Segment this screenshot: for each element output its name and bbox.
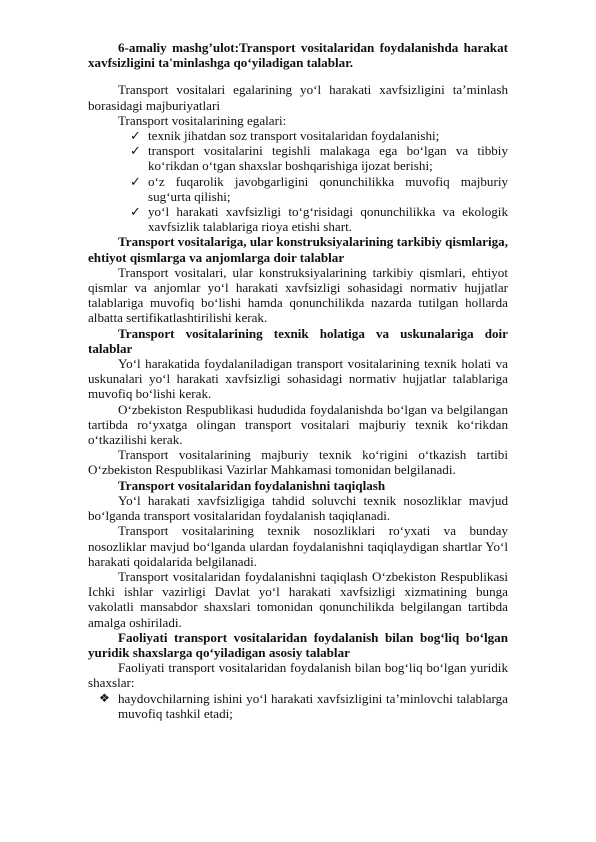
section-heading: Transport vositalariga, ular konstruksiyalarining tarkibiy qismlariga, ehtiyot qismlarga va anjomlarga doir talablar <box>88 234 508 265</box>
checklist-item-text: transport vositalarini tegishli malakaga ega bo‘lgan va tibbiy ko‘rikdan o‘tgan shaxslar boshqarishiga ijozat berishi; <box>148 143 508 174</box>
section-heading: Transport vositalarining texnik holatiga va uskunalariga doir talablar <box>88 325 508 356</box>
document-title: 6-amaliy mashg’ulot:Transport vositalaridan foydalanishda harakat xavfsizligini ta'minlashga qo‘yiladigan talablar. <box>88 40 508 71</box>
paragraph: Transport vositalarining majburiy texnik ko‘rigini o‘tkazish tartibi O‘zbekiston Respublikasi Vazirlar Mahkamasi tomonidan belgilanadi. <box>88 447 508 478</box>
paragraph: Transport vositalari, ular konstruksiyalarining tarkibiy qismlari, ehtiyot qismlar va anjomlar yo‘l harakati xavfsizligi sohasidagi normativ hujjatlar talablariga muvofiq bo‘lishi hamda qonunchilikda nazarda tutilgan hollarda albatta sertifikatlashtirilishi kerak. <box>88 264 508 326</box>
checklist <box>88 128 508 234</box>
paragraph: Transport vositalaridan foydalanishni taqiqlash O‘zbekiston Respublikasi Ichki ishlar vazirligi Davlat yo‘l harakati xavfsizligi xizmatining bunga vakolatli mansabdor shaxslari tomonidan qonunchilikda belgilangan tartibda amalga oshiriladi. <box>88 568 508 630</box>
paragraph: O‘zbekiston Respublikasi hududida foydalanishda bo‘lgan va belgilangan tartibda ro‘yxatga olingan transport vositalari majburiy texnik ko‘rikdan o‘tkazilishi kerak. <box>88 401 508 448</box>
paragraph: Yo‘l harakati xavfsizligiga tahdid soluvchi texnik nosozliklar mavjud bo‘lganda transport vositalaridan foydalanish taqiqlanadi. <box>88 492 508 524</box>
document-page <box>88 40 508 721</box>
paragraph: Faoliyati transport vositalaridan foydalanish bilan bog‘liq bo‘lgan yuridik shaxslar: <box>88 660 508 691</box>
paragraph: Transport vositalari egalarining yo‘l harakati xavfsizligini ta’minlash borasidagi majburiyatlari <box>88 82 508 113</box>
checkmark-icon: ✓ <box>130 173 141 189</box>
checkmark-icon: ✓ <box>130 204 141 220</box>
checklist-item-text: texnik jihatdan soz transport vositalaridan foydalanishi; <box>148 128 440 144</box>
section-heading: Faoliyati transport vositalaridan foydalanish bilan bog‘liq bo‘lgan yuridik shaxslarga qo‘yiladigan asosiy talablar <box>88 629 508 660</box>
checklist-item <box>88 204 508 234</box>
diamond-bullet-icon: ❖ <box>99 690 110 705</box>
checklist-item-text: yo‘l harakati xavfsizligi to‘g‘risidagi qonunchilikka va ekologik xavfsizlik talablariga rioya etishi shart. <box>148 204 508 235</box>
bullet-item-text: haydovchilarning ishini yo‘l harakati xavfsizligini ta’minlovchi talablarga muvofiq tashkil etadi; <box>118 690 508 721</box>
section-heading: Transport vositalaridan foydalanishni taqiqlash <box>118 477 386 493</box>
checklist-item-text: o‘z fuqarolik javobgarligini qonunchilikka muvofiq majburiy sug‘urta qilishi; <box>148 173 508 204</box>
checklist-item <box>88 174 508 204</box>
paragraph: Transport vositalarining egalari: <box>118 112 287 128</box>
bullet-list <box>88 691 508 721</box>
checkmark-icon: ✓ <box>130 128 141 144</box>
checkmark-icon: ✓ <box>130 143 141 159</box>
paragraph: Yo‘l harakatida foydalaniladigan transport vositalarining texnik holati va uskunalari yo‘l harakati xavfsizligi sohasidagi normativ hujjatlar talablariga muvofiq bo‘lishi kerak. <box>88 356 508 402</box>
bullet-item <box>88 691 508 721</box>
checklist-item <box>88 128 508 143</box>
checklist-item <box>88 143 508 173</box>
paragraph: Transport vositalarining texnik nosozliklari ro‘yxati va bunday nosozliklar mavjud bo‘lganda ulardan foydalanishni taqiqlaydigan shartlar Yo‘l harakati qoidalarida belgilanadi. <box>88 523 508 569</box>
